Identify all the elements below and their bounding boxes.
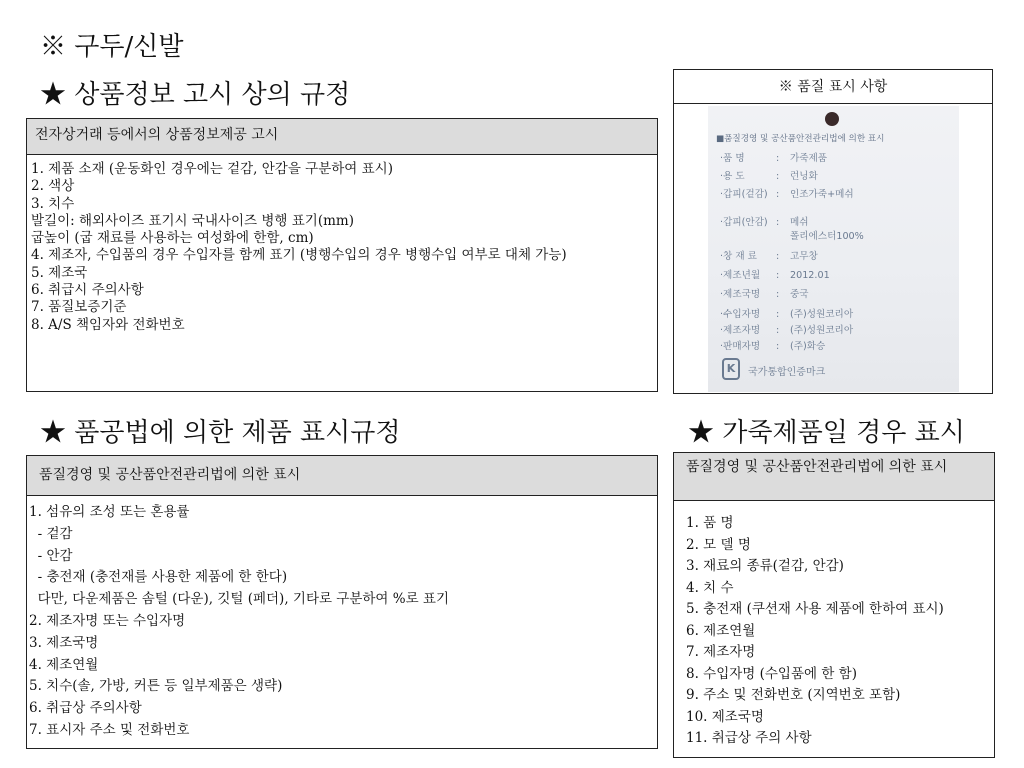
quality-law-table [26, 455, 658, 749]
label-row: ·수입자명 : (주)성원코리아 [720, 309, 854, 320]
list-item: 8. 수입자명 (수입품에 한 함) [686, 665, 857, 682]
page-title: ※ 구두/신발 [40, 32, 184, 62]
label-row: ·용 도 : 런닝화 [720, 171, 818, 182]
list-item: 5. 제조국 [31, 264, 88, 281]
label-row: ·제조국명 : 중국 [720, 289, 809, 300]
quality-label-title: ※ 품질 표시 사항 [674, 70, 992, 104]
list-item: 1. 제품 소재 (운동화인 경우에는 겉감, 안감을 구분하여 표시) [31, 161, 393, 177]
list-item: 3. 재료의 종류(겉감, 안감) [686, 558, 844, 574]
list-item: 6. 제조연월 [686, 622, 756, 639]
label-row: ·판매자명 : (주)화승 [720, 341, 826, 352]
quality-law-list [27, 496, 657, 746]
label-row: ·제조자명 : (주)성원코리아 [720, 325, 854, 336]
leather-list [674, 501, 994, 754]
kc-certification-label: 국가통합인증마크 [748, 367, 826, 378]
list-item: 9. 주소 및 전화번호 (지역번호 포함) [686, 687, 901, 703]
list-item: 5. 충전재 (쿠션재 사용 제품에 한하여 표시) [686, 601, 944, 617]
label-row: ·품 명 : 가죽제품 [720, 153, 828, 164]
product-info-header: 전자상거래 등에서의 상품정보제공 고시 [27, 119, 657, 155]
list-item: - 겉감 [29, 525, 73, 542]
list-item: - 안감 [29, 547, 73, 564]
label-row: ·갑피(겉감) : 인조가죽+메쉬 [720, 189, 854, 200]
list-item: 10. 제조국명 [686, 708, 764, 725]
list-item: 2. 모 델 명 [686, 536, 751, 553]
brand-logo-icon [825, 112, 839, 126]
label-row: ·창 재 료 : 고무창 [720, 251, 818, 262]
product-info-list [27, 155, 657, 338]
list-item: - 충전재 (충전재를 사용한 제품에 한 한다) [29, 569, 288, 586]
list-item: 3. 제조국명 [29, 634, 99, 651]
list-item: 2. 제조자명 또는 수입자명 [29, 612, 186, 629]
leather-header: 품질경영 및 공산품안전관리법에 의한 표시 [674, 453, 994, 501]
kc-certification-icon: K [722, 358, 740, 380]
list-item: 4. 제조자, 수입품의 경우 수입자를 함께 표기 (병행수입의 경우 병행수입 여부로 대체 가능) [31, 247, 567, 264]
product-info-heading: ★ 상품정보 고시 상의 규정 [40, 80, 351, 110]
leather-table [673, 452, 995, 758]
list-item: 1. 품 명 [686, 515, 734, 531]
list-item: 7. 품질보증기준 [31, 299, 127, 316]
label-photo-heading: ■품질경영 및 공산품안전관리법에 의한 표시 [716, 134, 885, 144]
list-item: 7. 제조자명 [686, 644, 756, 660]
label-photo [708, 106, 959, 392]
label-row: ·제조년월 : 2012.01 [720, 270, 830, 281]
list-item: 11. 취급상 주의 사항 [686, 730, 812, 746]
list-item: 7. 표시자 주소 및 전화번호 [29, 721, 190, 738]
list-item: 3. 치수 [31, 195, 75, 212]
list-item: 4. 치 수 [686, 579, 734, 596]
quality-law-heading: ★ 품공법에 의한 제품 표시규정 [40, 418, 401, 448]
list-item: 6. 취급상 주의사항 [29, 700, 142, 717]
quality-law-header: 품질경영 및 공산품안전관리법에 의한 표시 [27, 456, 657, 496]
list-item: 다만, 다운제품은 솜털 (다운), 깃털 (페더), 기타로 구분하여 %로 표기 [29, 591, 450, 608]
list-item: 8. A/S 책임자와 전화번호 [31, 316, 185, 333]
list-item: 굽높이 (굽 재료를 사용하는 여성화에 한함, cm) [31, 230, 314, 247]
quality-label-panel [673, 69, 993, 394]
leather-heading: ★ 가죽제품일 경우 표시 [688, 418, 965, 448]
list-item: 발길이: 해외사이즈 표기시 국내사이즈 병행 표기(mm) [31, 212, 354, 229]
list-item: 4. 제조연월 [29, 656, 99, 673]
list-item: 5. 치수(솔, 가방, 커튼 등 일부제품은 생략) [29, 678, 283, 695]
label-row: ·갑피(안감) : 메쉬 폴리에스터100% [720, 217, 864, 242]
product-info-table [26, 118, 658, 392]
list-item: 2. 색상 [31, 178, 75, 195]
list-item: 6. 취급시 주의사항 [31, 282, 144, 299]
list-item: 1. 섬유의 조성 또는 혼용률 [29, 504, 190, 520]
